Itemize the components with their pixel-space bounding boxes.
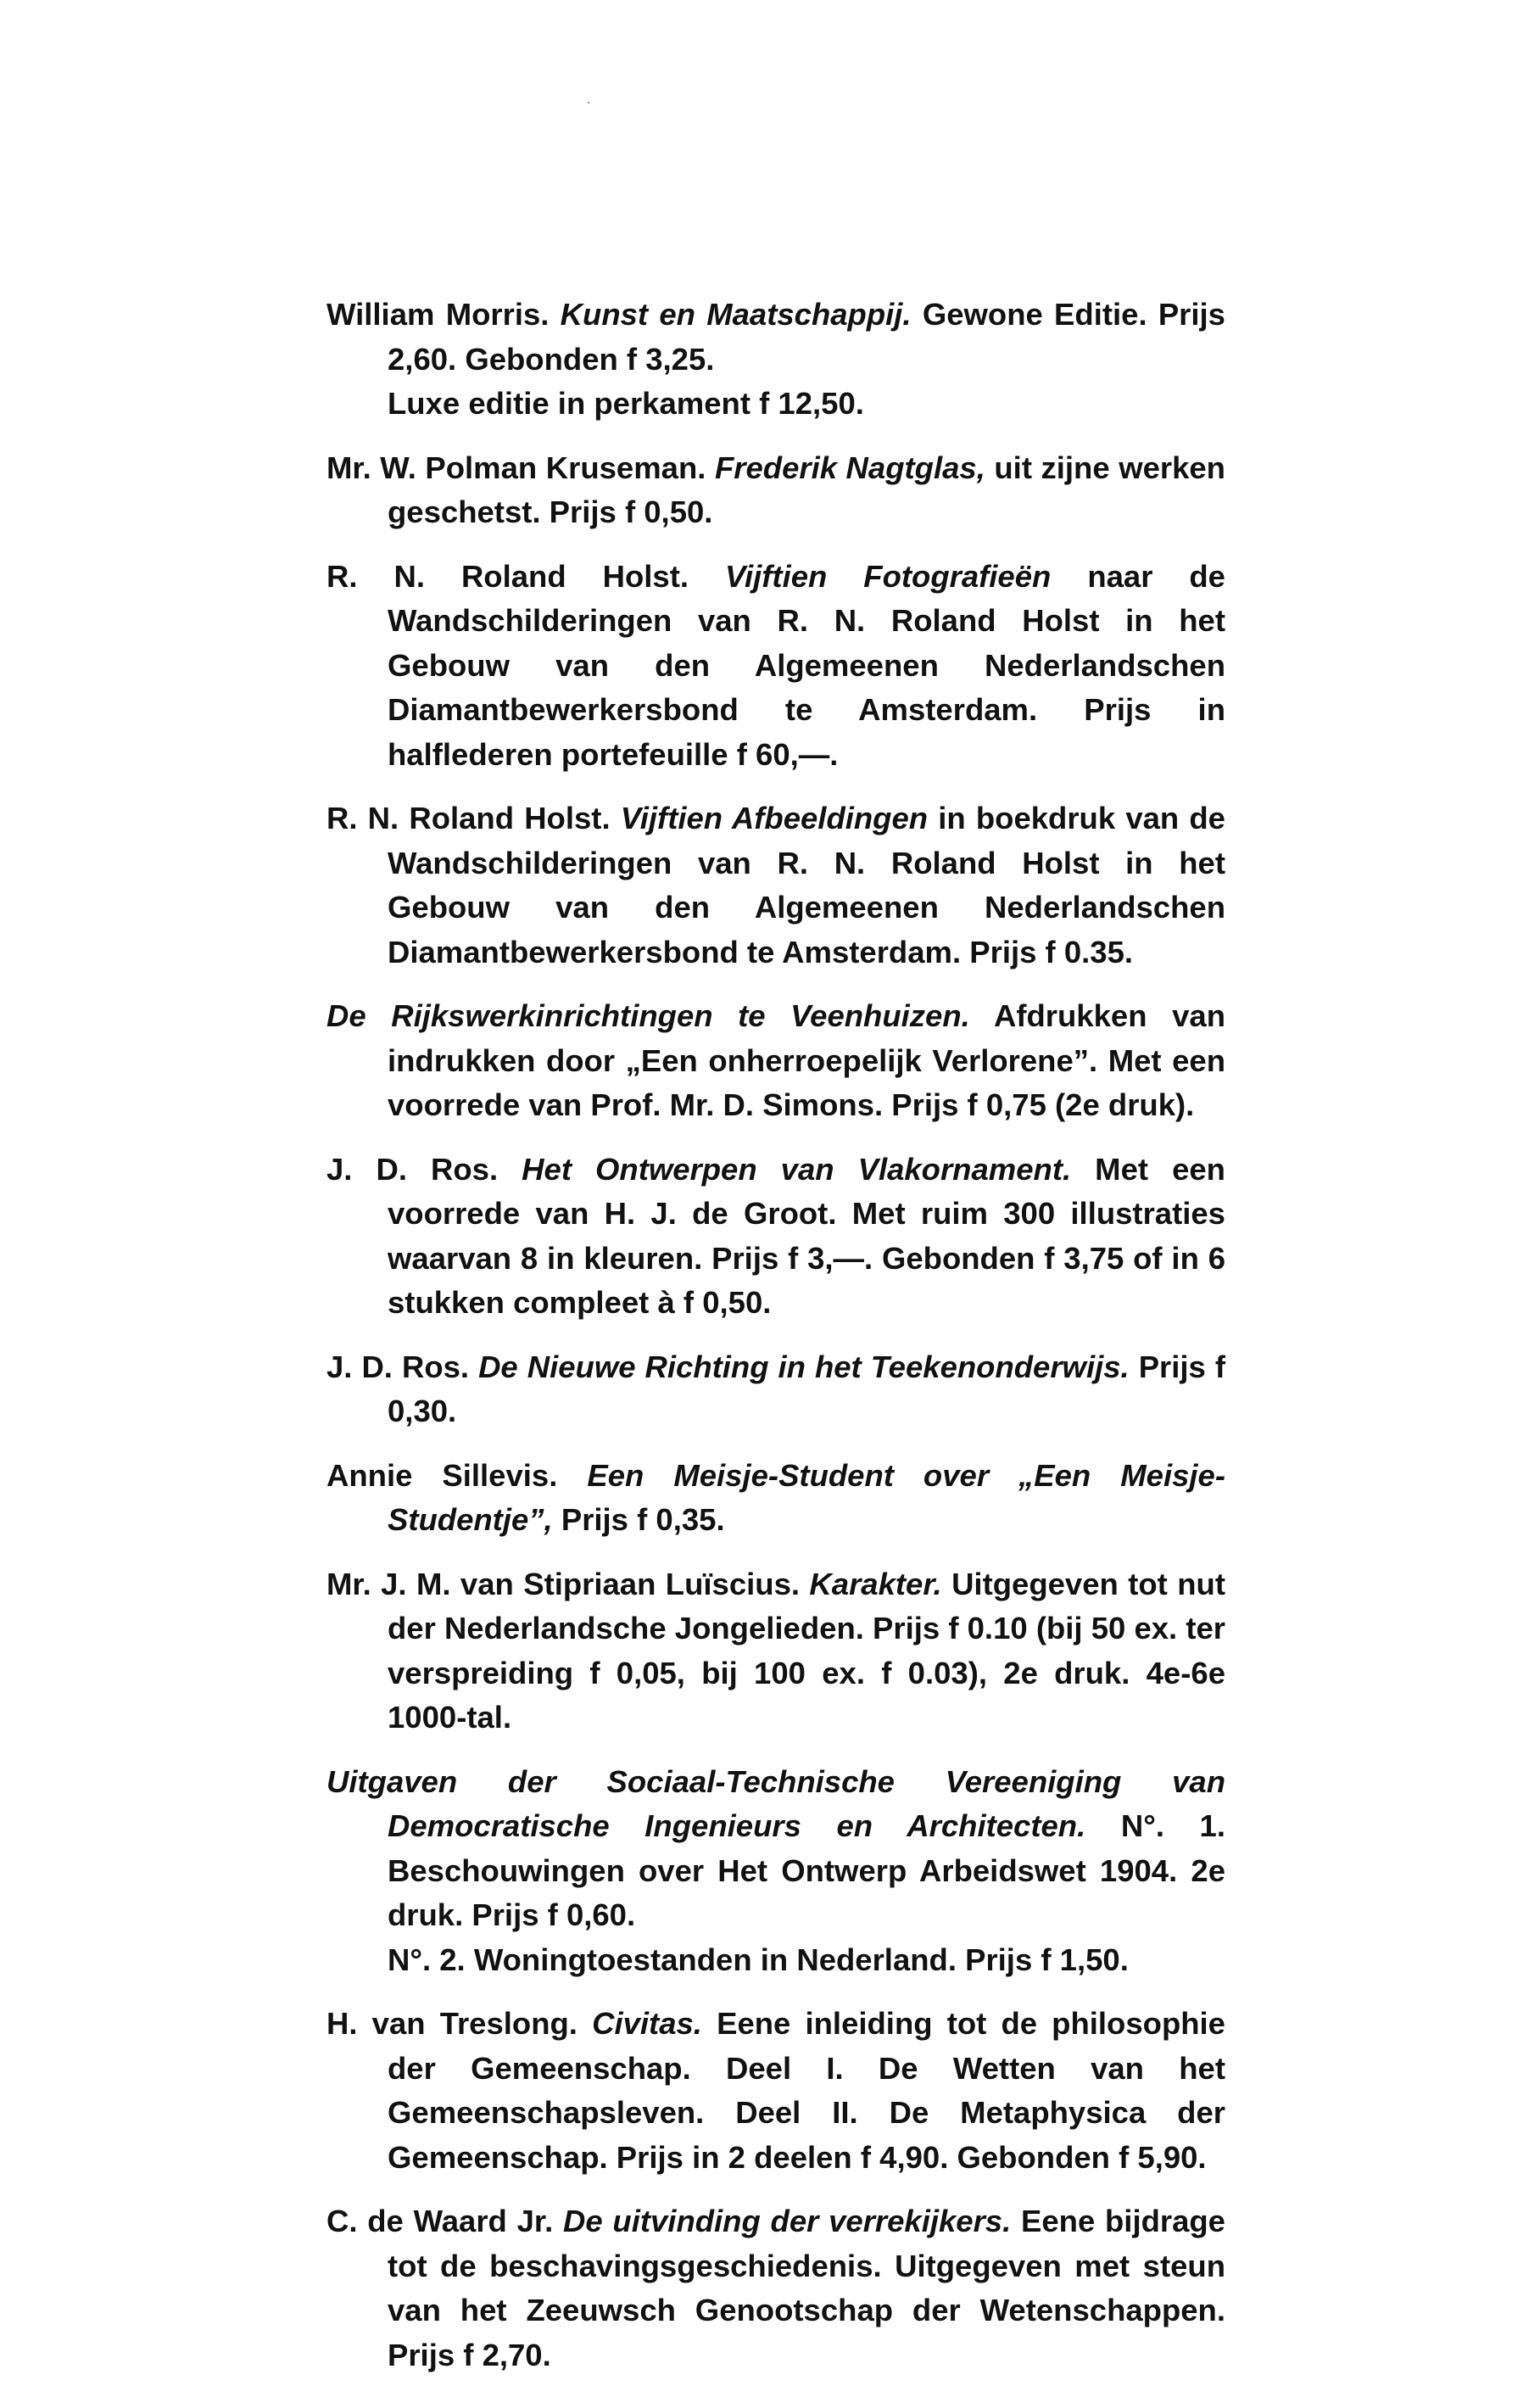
entry-text: uit zijne werken geschetst. Prijs f 0,50. xyxy=(388,450,1225,529)
entry-title: Vijftien Fotografieën xyxy=(725,558,1052,594)
entry-author: R. N. Roland Holst. xyxy=(326,558,689,594)
entry-title: Karakter. xyxy=(809,1566,942,1601)
list-item xyxy=(326,1345,1225,1434)
publisher-list xyxy=(326,293,1225,2397)
list-item xyxy=(326,2199,1225,2377)
list-item xyxy=(326,796,1225,975)
entry-title: Uitgaven der Sociaal-Technische Vereeniging van Democratische Ingenieurs en Architecten. xyxy=(326,1763,1225,1843)
entry-text: Eene bijdrage tot de beschavingsgeschiedenis. Uitgegeven met steun van het Zeeuwsch Genootschap der Wetenschappen. Prijs f 2,70. xyxy=(388,2204,1225,2372)
entry-text: in boekdruk van de Wandschilderingen van R. N. Roland Holst in het Gebouw van den Algemeenen Nederlandschen Diamantbewerkersbond te Amsterdam. Prijs f 0.35. xyxy=(388,801,1225,969)
list-item xyxy=(326,293,1225,427)
entry-title: De Nieuwe Richting in het Teekenonderwijs. xyxy=(478,1349,1130,1384)
list-item xyxy=(326,1562,1225,1740)
entry-extra: N°. 2. Woningtoestanden in Nederland. Prijs f 1,50. xyxy=(388,1942,1129,1977)
entry-text: Prijs f 0,35. xyxy=(561,1502,725,1537)
entry-title: De uitvinding der verrekijkers. xyxy=(562,2204,1012,2238)
entry-author: Annie Sillevis. xyxy=(326,1457,558,1493)
entry-title: Vijftien Afbeeldingen xyxy=(620,801,929,835)
entry-extra: Luxe editie in perkament f 12,50. xyxy=(388,386,864,421)
entry-text: Afdrukken van indrukken door „Een onherroepelijk Verlorene”. Met een voorrede van Prof. Mr. D. Simons. Prijs f 0,75 (2e druk). xyxy=(388,998,1225,1122)
scan-speck xyxy=(588,102,589,103)
entry-author: Mr. J. M. van Stipriaan Luïscius. xyxy=(326,1566,801,1601)
list-item xyxy=(326,1148,1225,1326)
list-item xyxy=(326,1454,1225,1543)
entry-text: naar de Wandschilderingen van R. N. Roland Holst in het Gebouw van den Algemeenen Nederlandschen Diamantbewerkersbond te Amsterdam. Prijs in halflederen portefeuille f 60,—. xyxy=(388,558,1225,772)
list-item xyxy=(326,446,1225,535)
entry-text: Uitgegeven tot nut der Nederlandsche Jongelieden. Prijs f 0.10 (bij 50 ex. ter verspreiding f 0,05, bij 100 ex. f 0.03), 2e druk. 4e-6e 1000-tal. xyxy=(388,1566,1225,1735)
entry-text: N°. 1. Beschouwingen over Het Ontwerp Arbeidswet 1904. 2e druk. Prijs f 0,60. xyxy=(388,1808,1225,1932)
entry-text: Gewone Editie. Prijs 2,60. Gebonden f 3,25. xyxy=(388,297,1225,377)
entry-author: R. N. Roland Holst. xyxy=(326,801,611,835)
entry-title: Het Ontwerpen van Vlakornament. xyxy=(522,1151,1072,1187)
entry-title: Een Meisje-Student over „Een Meisje-Studentje”, xyxy=(388,1457,1225,1537)
list-item xyxy=(326,555,1225,778)
list-item xyxy=(326,1760,1225,1983)
entry-author: J. D. Ros. xyxy=(326,1349,470,1384)
entry-title: Frederik Nagtglas, xyxy=(714,450,985,485)
entry-author: J. D. Ros. xyxy=(326,1151,499,1187)
list-item xyxy=(326,994,1225,1128)
entry-title: Kunst en Maatschappij. xyxy=(560,297,912,332)
entry-author: C. de Waard Jr. xyxy=(326,2204,554,2238)
list-item xyxy=(326,2002,1225,2180)
entry-author: Mr. W. Polman Kruseman. xyxy=(326,450,706,485)
entry-author: H. van Treslong. xyxy=(326,2006,578,2041)
entry-text: Met een voorrede van H. J. de Groot. Met ruim 300 illustraties waarvan 8 in kleuren. Prijs f 3,—. Gebonden f 3,75 of in 6 stukken compleet à f 0,50. xyxy=(388,1151,1225,1320)
entry-author: William Morris. xyxy=(326,297,550,332)
entry-text: Prijs f 0,30. xyxy=(388,1349,1225,1428)
entry-text: Eene inleiding tot de philosophie der Gemeenschap. Deel I. De Wetten van het Gemeenschapsleven. Deel II. De Metaphysica der Gemeenschap. Prijs in 2 deelen f 4,90. Gebonden f 5,90. xyxy=(388,2006,1225,2175)
entry-title: Civitas. xyxy=(592,2006,702,2041)
entry-title: De Rijkswerkinrichtingen te Veenhuizen. xyxy=(326,998,970,1033)
